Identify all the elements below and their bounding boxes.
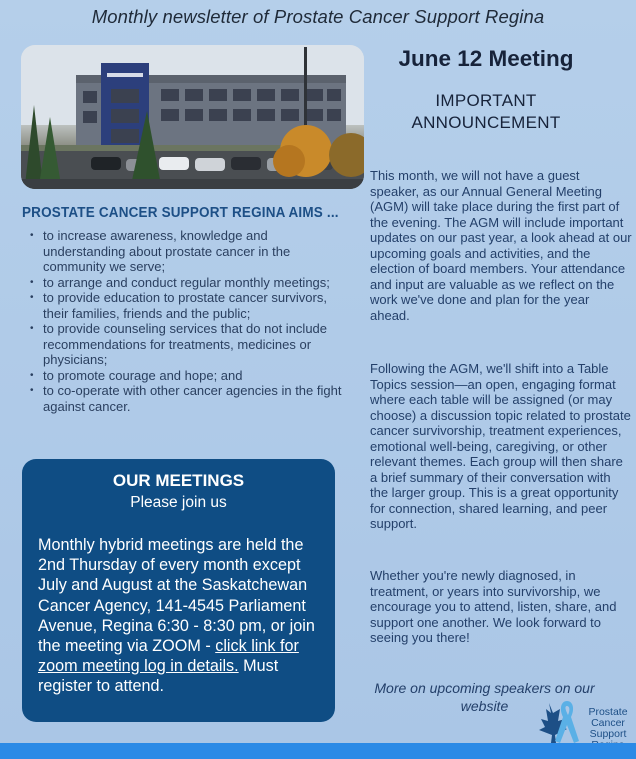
- meetings-details-text: Monthly hybrid meetings are held the 2nd Thursday of every month except July and August at the Saskatchewan Cancer Agency, 141-4545 Parliament Avenue, Regina 6:30 - 8:30 pm, or join the meeting via ZOOM -: [38, 536, 315, 656]
- logo: [527, 697, 633, 747]
- zoom-link[interactable]: click link for zoom meeting log in details.: [38, 637, 299, 676]
- meetings-subtitle: Please join us: [130, 494, 227, 511]
- aims-heading: PROSTATE CANCER SUPPORT REGINA AIMS ...: [22, 205, 339, 221]
- meetings-title: OUR MEETINGS: [112, 471, 245, 490]
- logo-line: Cancer: [591, 717, 625, 729]
- building-sign: [107, 73, 143, 77]
- aims-item: • to promote courage and hope; and: [30, 368, 350, 384]
- aims-item: • to provide education to prostate cancer survivors, their families, friends and the public;: [30, 290, 350, 321]
- footer-bar: [0, 743, 636, 759]
- aims-item: • to provide counseling services that do not include recommendations for treatments, medicines or physicians;: [30, 321, 350, 368]
- newsletter-title: Monthly newsletter of Prostate Cancer Support Regina: [91, 6, 545, 27]
- maple-leaf-ribbon-icon: [527, 697, 587, 747]
- announcement-heading-line2: ANNOUNCEMENT: [411, 113, 561, 132]
- more-speakers-text: More on upcoming speakers on our website: [374, 680, 595, 714]
- meetings-register-text: Must register to attend.: [38, 657, 279, 696]
- meetings-details: [38, 535, 330, 697]
- table-topics-paragraph: Following the AGM, we'll shift into a Table Topics session—an open, engaging format where each table will be assigned (or may choose) a discussion topic related to prostate cancer survivorship, treatment experiences, emotional well-being, caregiving, or other relevant themes. Each group will then share a brief summary of their conversation with the larger group. This is a great opportunity for connection, shared learning, and peer support.: [370, 361, 631, 531]
- aims-item: • to co-operate with other cancer agencies in the fight against cancer.: [30, 383, 350, 414]
- logo-line: Prostate: [588, 706, 628, 718]
- agm-paragraph: This month, we will not have a guest speaker, as our Annual General Meeting (AGM) will take place during the first part of the evening. The AGM will include important updates on our past year, a look ahead at our upcoming goals and activities, and the election of board members. Your attendance and input are valuable as we reflect on the work we've done and plan for the year ahead.: [370, 168, 632, 323]
- announcement-heading: [380, 90, 592, 134]
- invitation-paragraph: Whether you're newly diagnosed, in treatment, or years into survivorship, we encourage you to attend, listen, share, and support one another. We look forward to seeing you there!: [370, 568, 617, 645]
- aims-item: • to arrange and conduct regular monthly meetings;: [30, 275, 350, 291]
- aims-item: • to increase awareness, knowledge and understanding about prostate cancer in the community we serve;: [30, 228, 350, 275]
- announcement-heading-line1: IMPORTANT: [435, 91, 537, 110]
- meetings-box: [22, 459, 335, 722]
- logo-line: Support: [589, 728, 627, 740]
- aims-list: [30, 228, 350, 414]
- building-photo: [21, 45, 364, 189]
- meeting-date-heading: June 12 Meeting: [398, 46, 574, 71]
